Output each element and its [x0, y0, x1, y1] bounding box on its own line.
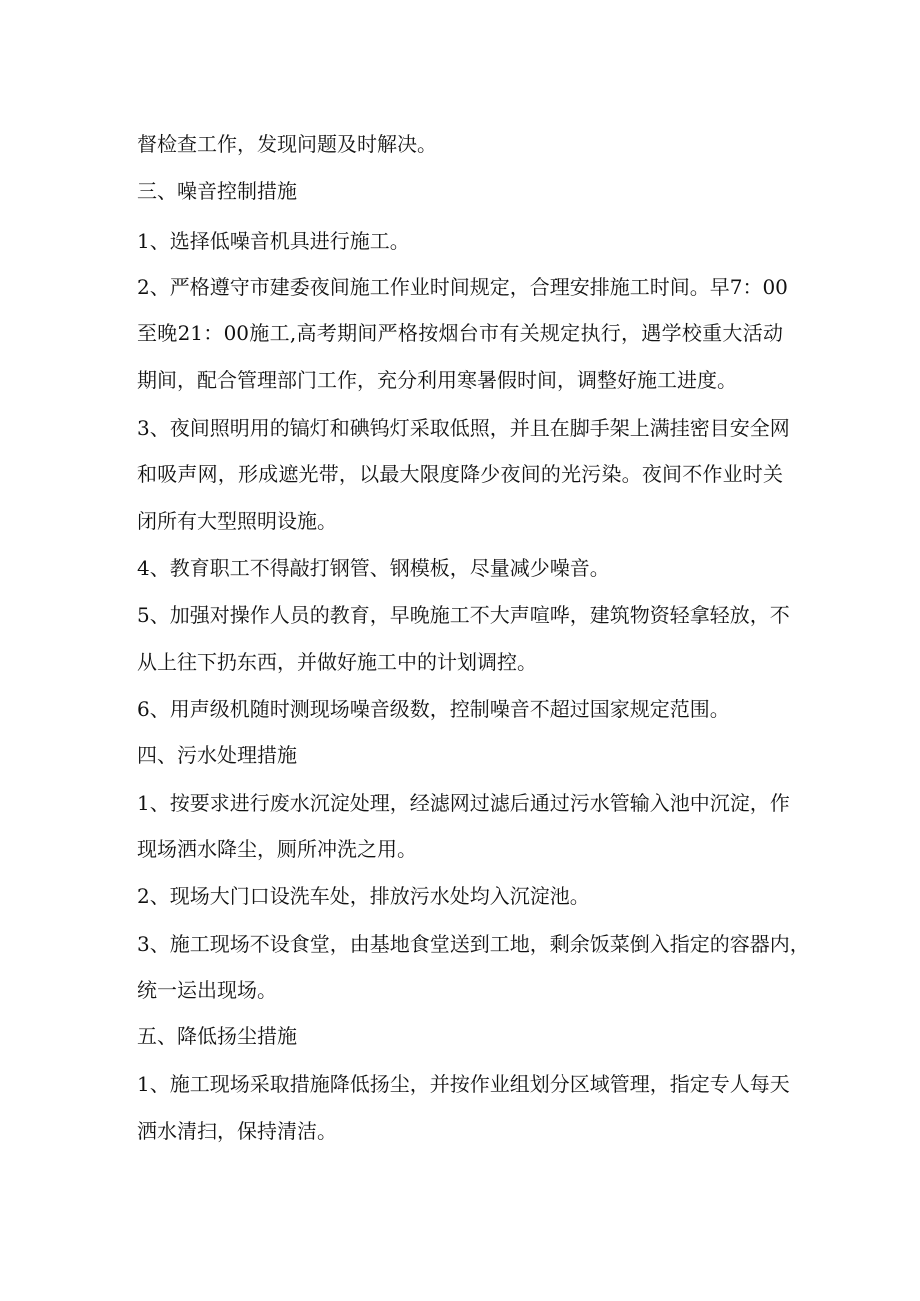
paragraph-line: 现场洒水降尘，厕所冲洗之用。: [137, 837, 417, 861]
paragraph-line: 5、加强对操作人员的教育，早晚施工不大声喧哗，建筑物资轻拿轻放，不: [137, 603, 790, 627]
paragraph-line: 洒水清扫，保持清洁。: [137, 1119, 337, 1143]
paragraph-line: 和吸声网，形成遮光带，以最大限度降少夜间的光污染。夜间不作业时关: [137, 462, 783, 486]
paragraph-line: 3、夜间照明用的镐灯和碘钨灯采取低照，并且在脚手架上满挂密目安全网: [137, 416, 790, 440]
paragraph-line: 至晚21：00施工,高考期间严格按烟台市有关规定执行，遇学校重大活动: [137, 321, 783, 345]
paragraph-line: 闭所有大型照明设施。: [137, 509, 337, 533]
paragraph-line: 6、用声级机随时测现场噪音级数，控制噪音不超过国家规定范围。: [137, 697, 730, 721]
paragraph-line: 督检查工作，发现问题及时解决。: [137, 132, 437, 156]
section-heading: 五、降低扬尘措施: [137, 1024, 297, 1048]
paragraph-line: 统一运出现场。: [137, 978, 277, 1002]
section-heading: 三、噪音控制措施: [137, 179, 297, 203]
paragraph-line: 2、严格遵守市建委夜间施工作业时间规定，合理安排施工时间。早7：00: [137, 275, 788, 299]
paragraph-line: 1、按要求进行废水沉淀处理，经滤网过滤后通过污水管输入池中沉淀，作: [137, 791, 790, 815]
paragraph-line: 期间，配合管理部门工作，充分利用寒暑假时间，调整好施工进度。: [137, 368, 737, 392]
paragraph-line: 2、现场大门口设洗车处，排放污水处均入沉淀池。: [137, 884, 590, 908]
paragraph-line: 从上往下扔东西，并做好施工中的计划调控。: [137, 650, 537, 674]
section-heading: 四、污水处理措施: [137, 743, 297, 767]
paragraph-line: 3、施工现场不设食堂，由基地食堂送到工地，剩余饭菜倒入指定的容器内，: [137, 932, 810, 956]
paragraph-line: 4、教育职工不得敲打钢管、钢模板，尽量减少噪音。: [137, 556, 610, 580]
paragraph-line: 1、选择低噪音机具进行施工。: [137, 229, 410, 253]
paragraph-line: 1、施工现场采取措施降低扬尘，并按作业组划分区域管理，指定专人每天: [137, 1072, 790, 1096]
